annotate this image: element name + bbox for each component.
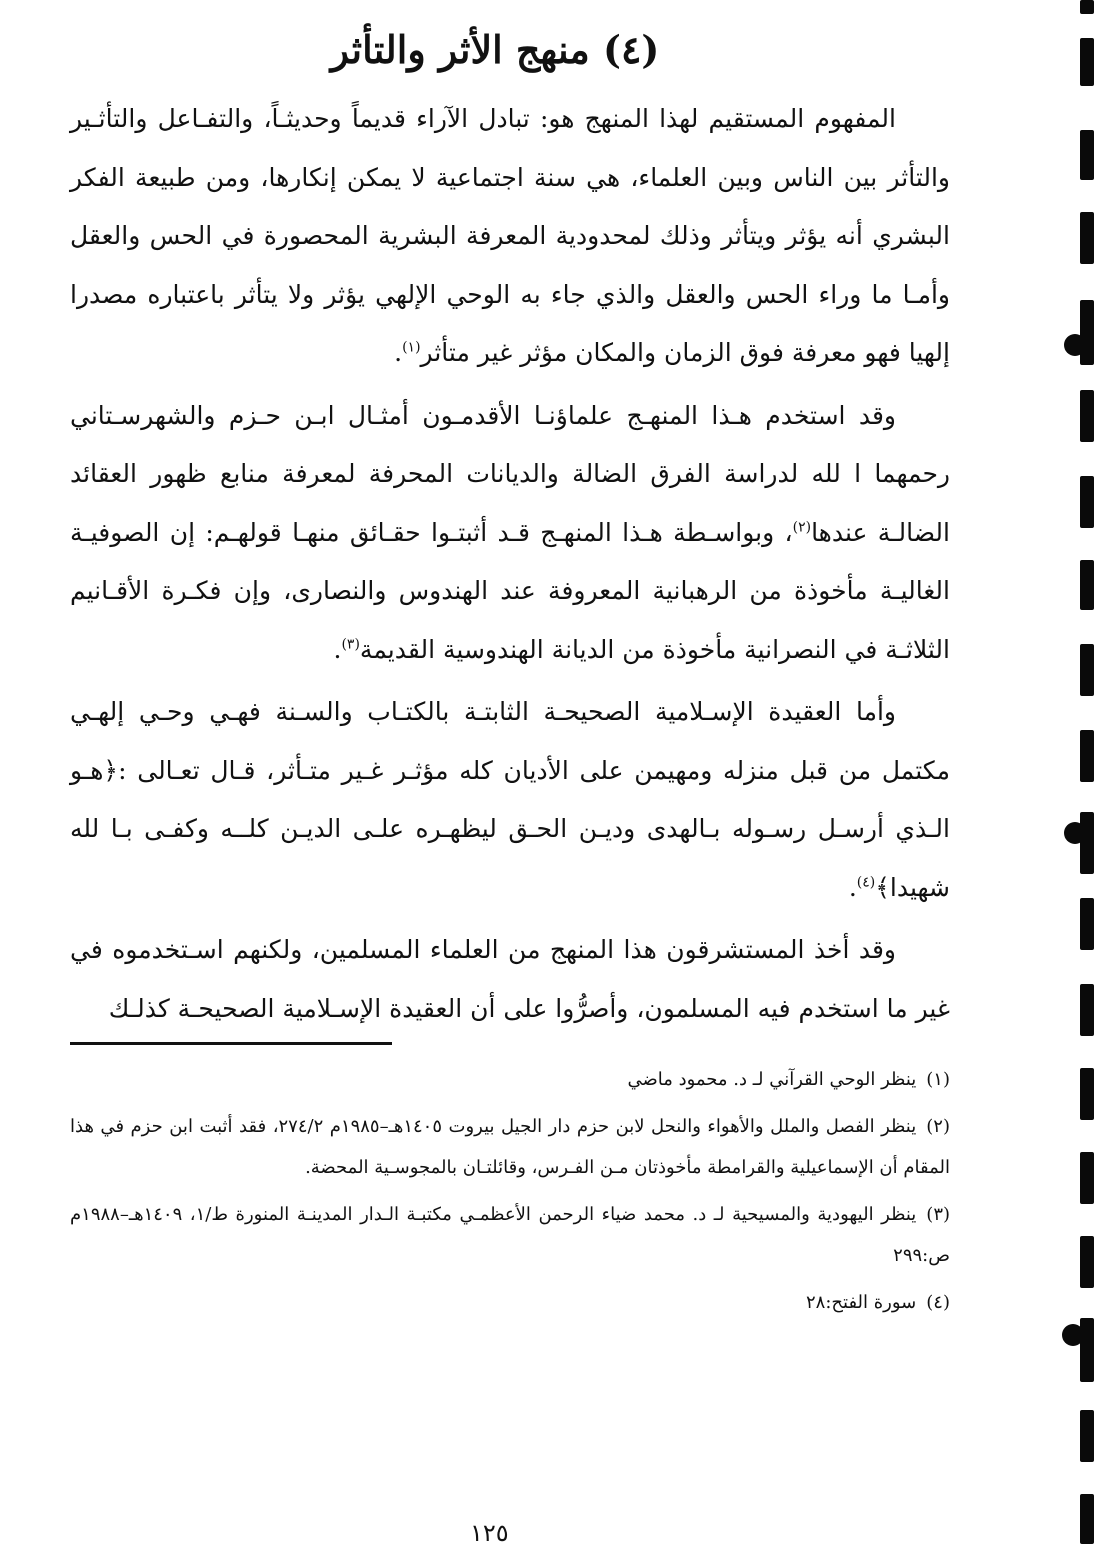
binding-mark bbox=[1080, 730, 1094, 782]
footnote-ref-4[interactable]: (٤) bbox=[856, 874, 876, 891]
binding-mark bbox=[1080, 984, 1094, 1036]
binding-mark bbox=[1080, 898, 1094, 950]
document-page bbox=[70, 20, 950, 1520]
paragraph-3-text: وأما العقيدة الإسـلامية الصحيحـة الثابتـة بالكتـاب والسـنة فهـي وحـي إلهـي مكتمل من قبل منزله ومهيمن على الأديان كله مؤثـر غـير متـأثر، قـال تعـالى :﴿هـو الـذي أرسـل رسـوله بـالهدى وديـن الحـق ليظهـره علـى الديـن كلــه وكفـى بـا لله شهيدا﴾ bbox=[70, 697, 950, 902]
footnote-1 bbox=[70, 1059, 950, 1100]
binding-mark bbox=[1080, 1494, 1094, 1544]
footnote-2 bbox=[70, 1106, 950, 1188]
binding-mark bbox=[1080, 300, 1094, 365]
section-title: (٤) منهج الأثر والتأثر bbox=[330, 27, 660, 72]
binding-mark bbox=[1080, 1236, 1094, 1288]
binding-mark bbox=[1080, 476, 1094, 528]
footnote-number: (٢) bbox=[926, 1116, 950, 1137]
binding-mark bbox=[1080, 1318, 1094, 1382]
footnote-3 bbox=[70, 1194, 950, 1276]
footnote-text: ينظر الوحي القرآني لـ د. محمود ماضي bbox=[627, 1069, 917, 1090]
paragraph-1-text: المفهوم المستقيم لهذا المنهج هو: تبادل الآراء قديماً وحديثـاً، والتفـاعل والتأثـير والتأثر بين الناس وبين العلماء، هي سنة اجتماعية لا يمكن إنكارها، ومن طبيعة الفكر البشري أنه يؤثر ويتأثر وذلك لمحدودية المعرفة البشرية المحصورة في الحس والعقل وأمـا ما وراء الحس والعقل والذي جاء به الوحي الإلهي يؤثر ولا يتأثر باعتباره مصدرا إلهيا فهو معرفة فوق الزمان والمكان مؤثر غير متأثر bbox=[70, 104, 950, 367]
paragraph-4-text: وقد أخذ المستشرقون هذا المنهج من العلماء المسلمين، ولكنهم اسـتخدموه في غير ما استخدم فيه المسلمون، وأصرُّوا على أن العقيدة الإسـلامية الصحيحـة كذلـك bbox=[70, 935, 950, 1023]
footnote-number: (٣) bbox=[926, 1204, 951, 1225]
binding-mark bbox=[1080, 38, 1094, 86]
binding-hole bbox=[1064, 822, 1086, 844]
footnote-4 bbox=[70, 1282, 950, 1323]
footnote-ref-1[interactable]: (١) bbox=[402, 339, 421, 356]
paragraph-1 bbox=[70, 90, 950, 383]
body-text bbox=[70, 90, 950, 1038]
footnote-text: ينظر اليهودية والمسيحية لـ د. محمد ضياء الرحمن الأعظمـي مكتبـة الـدار المدينـة المنورة ط/١، ١٤٠٩هـ–١٩٨٨م ص:٢٩٩ bbox=[70, 1204, 950, 1266]
period: . bbox=[848, 872, 857, 902]
binding-mark bbox=[1080, 390, 1094, 442]
binding-mark bbox=[1080, 0, 1094, 14]
footnote-divider bbox=[70, 1042, 392, 1045]
paragraph-2 bbox=[70, 387, 950, 680]
footnote-number: (١) bbox=[926, 1069, 950, 1090]
binding-mark bbox=[1080, 560, 1094, 610]
footnote-ref-2[interactable]: (٢) bbox=[792, 519, 812, 536]
binding-mark bbox=[1080, 1068, 1094, 1120]
binding-mark bbox=[1080, 644, 1094, 696]
paragraph-2-text: وقد استخدم هـذا المنهـج علماؤنـا الأقدمـون أمثـال ابـن حـزم والشهرسـتاني رحمهما ا لله لدراسة الفرق الضالة والديانات المحرفة لمعرفة منابع ظهور العقائد الضالـة عندها bbox=[70, 400, 950, 547]
page-number: ١٢٥ bbox=[470, 1519, 509, 1547]
binding-hole bbox=[1062, 1324, 1084, 1346]
footnotes bbox=[70, 1059, 950, 1323]
paragraph-2-continuation: ، وبواسـطة هـذا المنهـج قـد أثبتـوا حقـائق منهـا قولهـم: إن الصوفيـة الغاليـة مأخوذة من الرهبانية المعروفة عند الهندوس والنصارى، وإن فكـرة الأقـانيم الثلاثـة في النصرانية مأخوذة من الديانة الهندوسية القديمة bbox=[70, 517, 950, 664]
footnote-text: ينظر الفصل والملل والأهواء والنحل لابن حزم دار الجيل بيروت ١٤٠٥هـ–١٩٨٥م ٢٧٤/٢، فقد أثبت ابن حزم في هذا المقام أن الإسماعيلية والقرامطة مأخوذتان مـن الفـرس، وقائلتـان بالمجوسـية المحضة. bbox=[70, 1116, 950, 1178]
footnote-ref-3[interactable]: (٣) bbox=[341, 636, 360, 653]
binding-mark bbox=[1080, 130, 1094, 180]
binding-mark bbox=[1080, 212, 1094, 264]
footnote-number: (٤) bbox=[926, 1292, 950, 1313]
binding-mark bbox=[1080, 812, 1094, 874]
period: . bbox=[333, 634, 342, 664]
footnote-text: سورة الفتح:٢٨ bbox=[805, 1292, 917, 1313]
binding-mark bbox=[1080, 1152, 1094, 1204]
paragraph-4 bbox=[70, 921, 950, 1038]
binding-hole bbox=[1064, 334, 1086, 356]
paragraph-3 bbox=[70, 683, 950, 917]
period: . bbox=[394, 338, 403, 367]
binding-mark bbox=[1080, 1410, 1094, 1462]
